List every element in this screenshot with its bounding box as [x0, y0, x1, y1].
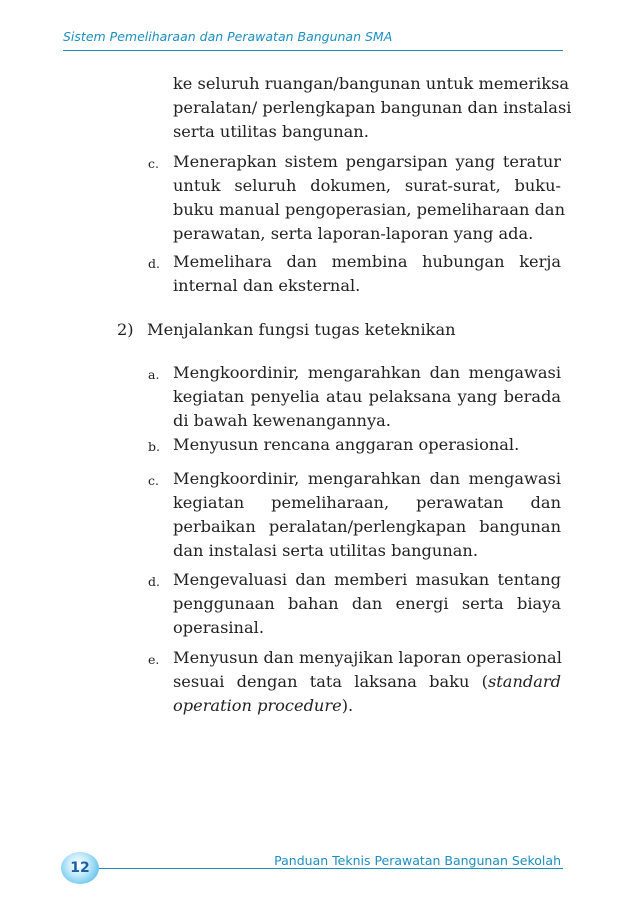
list-marker: d. [148, 256, 160, 271]
text-line: kegiatan pemeliharaan, perawatan dan [173, 493, 561, 512]
text-line: penggunaan bahan dan energi serta biaya [173, 594, 561, 613]
text-line: Menyusun rencana anggaran operasional. [173, 435, 520, 454]
text-line: internal dan eksternal. [173, 276, 361, 295]
text-line: kegiatan penyelia atau pelaksana yang berada [173, 387, 561, 406]
list-item-2b [148, 433, 561, 457]
text-line: ke seluruh ruangan/bangunan untuk memeriksa [173, 74, 570, 93]
page-number-badge [61, 852, 99, 884]
list-marker: a. [148, 367, 160, 382]
text-line: Memelihara dan membina hubungan kerja [173, 252, 561, 271]
list-marker: c. [148, 473, 159, 488]
list-item-2d [148, 568, 561, 640]
section-2-heading [117, 318, 561, 342]
text-line: Mengkoordinir, mengarahkan dan mengawasi [173, 363, 561, 382]
text-line: perawatan, serta laporan-laporan yang ada. [173, 224, 534, 243]
text-line: Menyusun dan menyajikan laporan operasional [173, 648, 562, 667]
text-line: operasinal. [173, 618, 264, 637]
italic-term: operation procedure [173, 696, 342, 715]
text-fragment: ). [341, 696, 354, 715]
text-line [173, 670, 561, 694]
italic-term: standard [487, 672, 561, 691]
text-line [173, 694, 561, 718]
list-marker: e. [148, 652, 160, 667]
list-marker: b. [148, 439, 160, 454]
footer-divider [98, 868, 563, 869]
list-item-2c [148, 467, 561, 563]
list-item-d [148, 250, 561, 298]
page-number: 12 [70, 860, 90, 876]
running-header: Sistem Pemeliharaan dan Perawatan Bangunan SMA [63, 29, 393, 44]
text-line: perbaikan peralatan/perlengkapan bangunan [173, 517, 561, 536]
text-line: Mengevaluasi dan memberi masukan tentang [173, 570, 561, 589]
text-line: peralatan/ perlengkapan bangunan dan instalasi [173, 98, 572, 117]
text-fragment: sesuai dengan tata laksana baku ( [173, 672, 488, 691]
running-footer: Panduan Teknis Perawatan Bangunan Sekolah [274, 853, 561, 868]
section-marker: 2) [117, 320, 134, 339]
text-line: buku manual pengoperasian, pemeliharaan dan [173, 200, 566, 219]
section-title: Menjalankan fungsi tugas keteknikan [147, 320, 456, 339]
text-line: serta utilitas bangunan. [173, 122, 369, 141]
list-item-2a [148, 361, 561, 433]
text-line: Menerapkan sistem pengarsipan yang teratur [173, 152, 561, 171]
continuation-paragraph [173, 72, 572, 144]
list-marker: c. [148, 156, 159, 171]
list-item-c [148, 150, 566, 246]
text-line: dan instalasi serta utilitas bangunan. [173, 541, 478, 560]
text-line: di bawah kewenangannya. [173, 411, 391, 430]
text-line: untuk seluruh dokumen, surat-surat, buku- [173, 176, 561, 195]
list-item-2e [148, 646, 561, 718]
list-marker: d. [148, 574, 160, 589]
text-line: Mengkoordinir, mengarahkan dan mengawasi [173, 469, 561, 488]
